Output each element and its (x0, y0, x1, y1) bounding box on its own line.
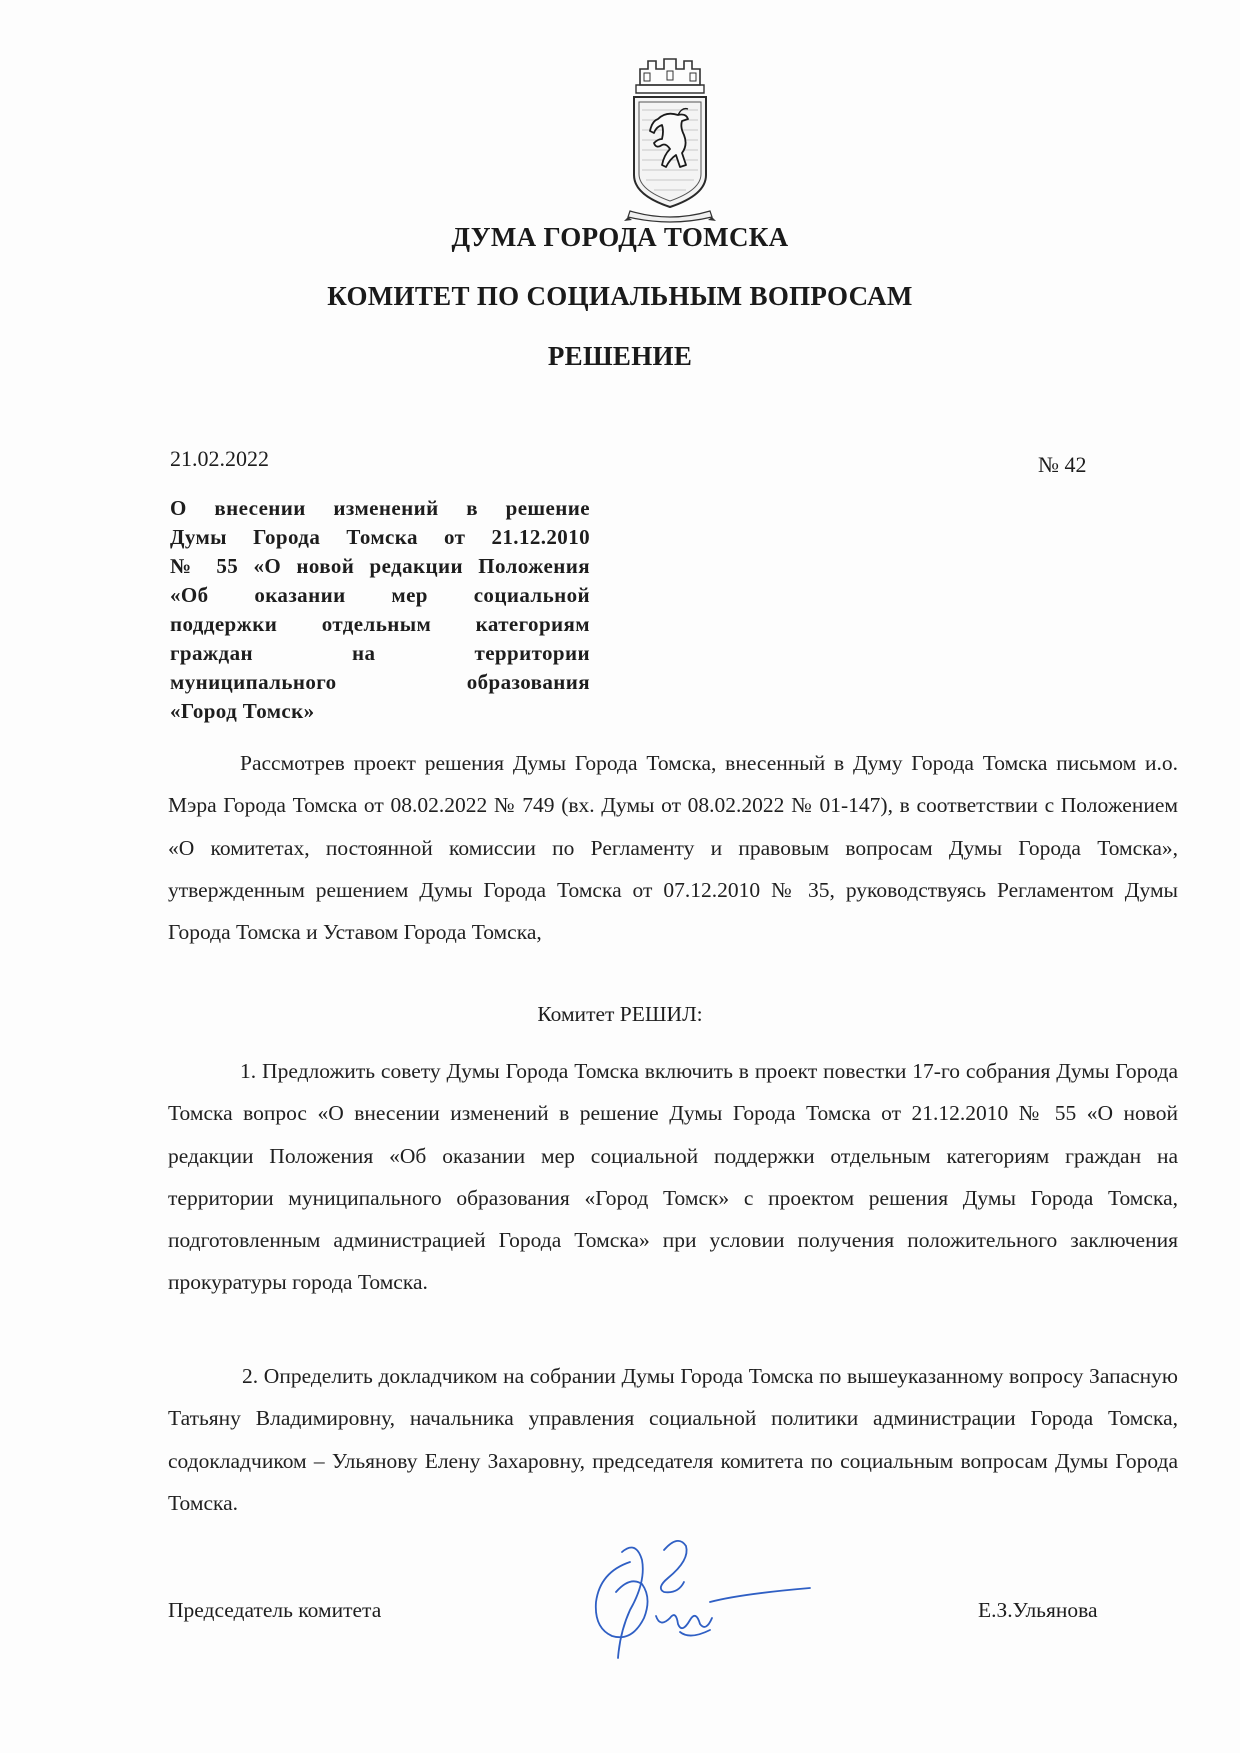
decision-number: № 42 (1038, 452, 1087, 477)
resolution-item-1: 1. Предложить совету Думы Города Томска включить в проект повестки 17-го собрания Думы Города Томска вопрос «О внесении изменений в решение Думы Города Томска от 21.12.2010 № 55 «О новой редакции Положения «Об оказании мер социальной поддержки отдельным категориям граждан на территории муниципального образования «Город Томск» с проектом решения Думы Города Томска, подготовленным администрацией Города Томска» при условии получения положительного заключения прокуратуры города Томска. (168, 1059, 1178, 1295)
decision-subject (170, 494, 590, 726)
subject-line: № 55 «О новой редакции Положения (170, 554, 590, 578)
decision-date: 21.02.2022 (170, 446, 269, 471)
subject-line: «Об оказании мер социальной (170, 583, 590, 607)
handwritten-signature (560, 1532, 820, 1672)
tomsk-coat-of-arms-emblem (622, 55, 718, 223)
subject-line: Думы Города Томска от 21.12.2010 (170, 525, 590, 549)
preamble-paragraph: Рассмотрев проект решения Думы Города Томска, внесенный в Думу Города Томска письмом и.о. Мэра Города Томска от 08.02.2022 № 749 (вх. Думы от 08.02.2022 № 01-147), в соответствии с Положением «О комитетах, постоянной комиссии по Регламенту и правовым вопросам Думы Города Томска», утвержденным решением Думы Города Томска от 07.12.2010 № 35, руководствуясь Регламентом Думы Города Томска и Уставом Города Томска, (168, 751, 1178, 945)
resolved-heading: Комитет РЕШИЛ: (537, 1002, 703, 1026)
subject-line: муниципального образования (170, 670, 590, 694)
organization-heading: ДУМА ГОРОДА ТОМСКА (451, 222, 789, 252)
signatory-title: Председатель комитета (168, 1598, 382, 1622)
subject-line: О внесении изменений в решение (170, 496, 590, 520)
subject-line: «Город Томск» (170, 699, 315, 723)
subject-line: граждан на территории (170, 641, 590, 665)
subject-line: поддержки отдельным категориям (170, 612, 590, 636)
committee-heading: КОМИТЕТ ПО СОЦИАЛЬНЫМ ВОПРОСАМ (327, 281, 913, 311)
document-type-heading: РЕШЕНИЕ (547, 341, 693, 371)
resolution-item-2: 2. Определить докладчиком на собрании Думы Города Томска по вышеуказанному вопросу Запасную Татьяну Владимировну, начальника управления социальной политики администрации Города Томска, содокладчиком – Ульянову Елену Захаровну, председателя комитета по социальным вопросам Думы Города Томска. (168, 1364, 1178, 1515)
signatory-name: Е.З.Ульянова (978, 1598, 1098, 1622)
